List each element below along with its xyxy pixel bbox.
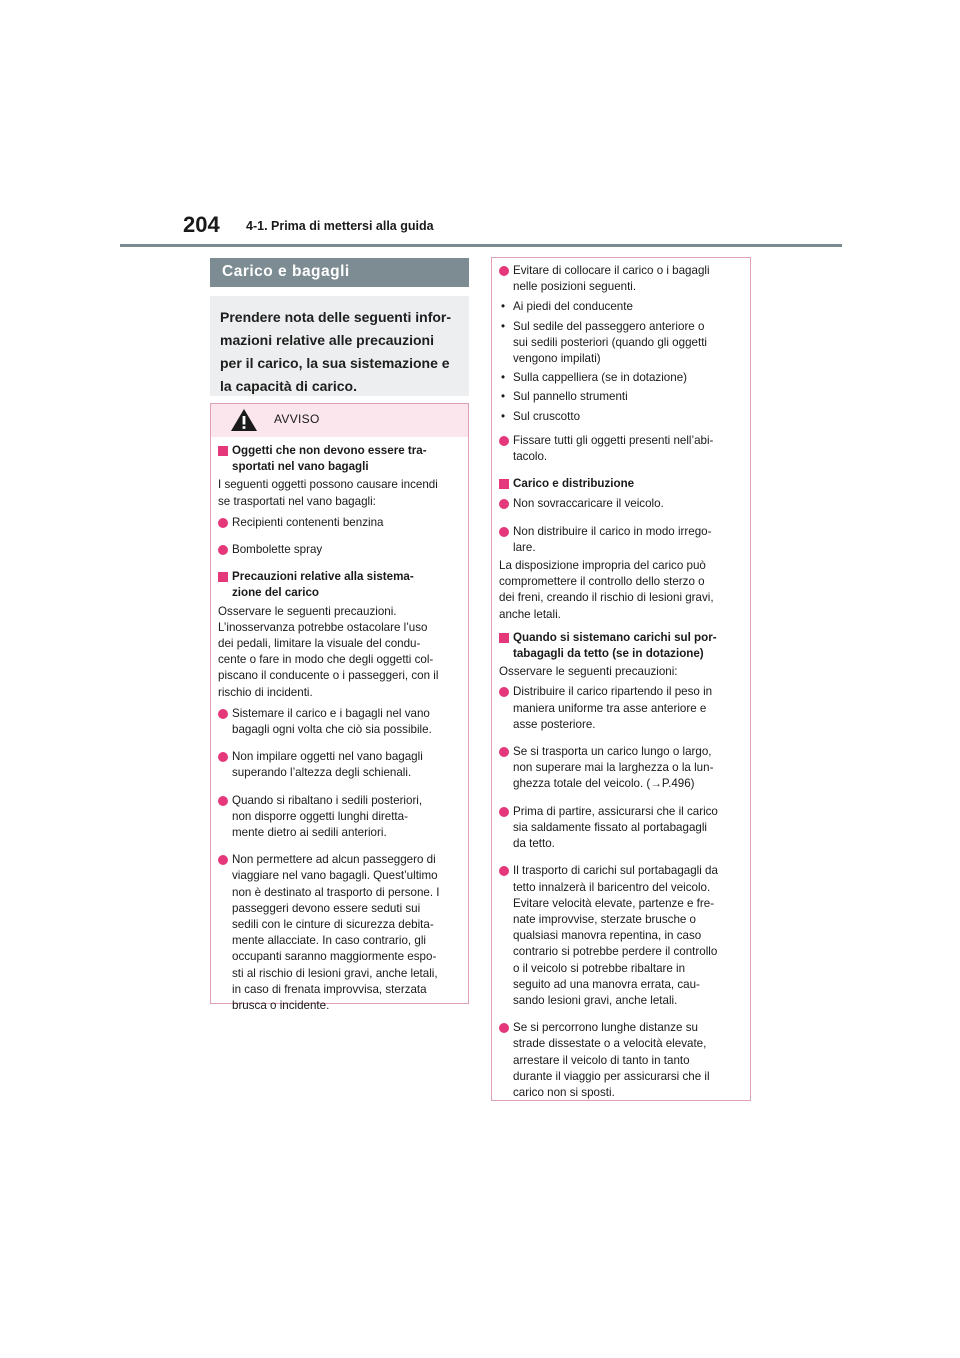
round-bullet-icon [499, 527, 509, 537]
round-bullet-icon [499, 687, 509, 697]
list-item-line: maniera uniforme tra asse anteriore e [513, 701, 707, 715]
list-item-line: passeggeri devono essere seduti sui [232, 901, 421, 915]
paragraph-line: Osservare le seguenti precauzioni. [218, 604, 397, 618]
subheading-line: tabagagli da tetto (se in dotazione) [513, 647, 704, 661]
sub-list-item-line: Sul pannello strumenti [513, 390, 628, 404]
list-item [499, 263, 740, 295]
list-item-line: strade dissestate o a velocità elevate, [513, 1037, 707, 1051]
subheading-line: zione del carico [232, 586, 319, 600]
list-item [499, 863, 740, 1009]
list-item-line: Quando si ribaltano i sedili posteriori, [232, 793, 423, 807]
list-item-line: Non distribuire il carico in modo irrego- [513, 524, 712, 538]
round-bullet-icon [218, 796, 228, 806]
intro-box [210, 296, 469, 396]
warning-content-left [211, 437, 468, 1014]
round-bullet-icon [218, 518, 228, 528]
list-item [499, 433, 740, 465]
list-item-line: carico non si sposti. [513, 1085, 615, 1099]
list-item-line: tacolo. [513, 450, 548, 464]
list-item-line: qualsiasi manovra repentina, in caso [513, 929, 702, 943]
paragraph-line: piscano il conducente o i passeggeri, con il [218, 669, 439, 683]
list-item-line: sando lesioni gravi, anche letali. [513, 993, 678, 1007]
paragraph-line: dei freni, creando il rischio di lesioni gravi, [499, 591, 714, 605]
list-item-line: viaggiare nel vano bagagli. Quest’ultimo [232, 869, 438, 883]
dot-bullet-icon: • [501, 300, 506, 314]
list-item-line: contrario si potrebbe perdere il controllo [513, 945, 718, 959]
list-item-line: ghezza totale del veicolo. (→P.496) [513, 777, 695, 791]
sub-list-item-line: vengono impilati) [513, 352, 601, 366]
list-item-text: Non sovraccaricare il veicolo. [513, 497, 664, 511]
paragraph-line: rischio di incidenti. [218, 685, 313, 699]
subheading-line: Quando si sistemano carichi sul por- [513, 630, 717, 644]
section-title: 4-1. Prima di mettersi alla guida [246, 219, 434, 233]
list-item [218, 542, 458, 558]
paragraph-line: se trasportati nel vano bagagli: [218, 494, 376, 508]
list-item-text: Bombolette spray [232, 543, 323, 557]
subheading-line: Carico e distribuzione [513, 477, 635, 491]
list-item-line: Se si trasporta un carico lungo o largo, [513, 745, 712, 759]
list-item [499, 496, 740, 512]
intro-line: per il carico, la sua sistemazione e [220, 355, 450, 371]
heading-bar: Carico e bagagli [210, 258, 469, 287]
page-number: 204 [183, 212, 220, 237]
sub-list-item [499, 409, 740, 425]
header-rule [120, 244, 842, 247]
list-item-line: asse posteriore. [513, 717, 596, 731]
intro-line: Prendere nota delle seguenti infor- [220, 309, 452, 325]
dot-bullet-icon: • [501, 390, 506, 404]
paragraph-line: dei pedali, limitare la visuale del condu- [218, 637, 421, 651]
list-item-line: Se si percorrono lunghe distanze su [513, 1021, 698, 1035]
paragraph-line: cente o fare in modo che degli oggetti col- [218, 653, 434, 667]
list-item-line: Non permettere ad alcun passeggero di [232, 853, 436, 867]
sub-list-item-line: sui sedili posteriori (quando gli oggetti [513, 335, 707, 349]
warning-header [211, 404, 468, 437]
subheading [499, 476, 740, 492]
list-item [218, 515, 458, 531]
list-item-line: arrestare il veicolo di tanto in tanto [513, 1053, 690, 1067]
warning-box-right [491, 257, 751, 1101]
list-item-line: mente allacciate. In caso contrario, gli [232, 934, 426, 948]
sub-list-item-line: Ai piedi del conducente [513, 300, 633, 314]
warning-triangle-icon [230, 408, 258, 432]
warning-box-left [210, 403, 469, 1013]
square-bullet-icon [499, 633, 509, 643]
list-item [218, 793, 458, 842]
list-item-line: seguito ad una manovra errata, cau- [513, 977, 700, 991]
paragraph-line: Osservare le seguenti precauzioni: [499, 665, 678, 679]
square-bullet-icon [218, 572, 228, 582]
list-item-line: durante il viaggio per assicurarsi che il [513, 1069, 710, 1083]
round-bullet-icon [499, 807, 509, 817]
list-item-line: sia saldamente fissato al portabagagli [513, 820, 707, 834]
paragraph-line: compromettere il controllo dello sterzo o [499, 575, 705, 589]
round-bullet-icon [499, 266, 509, 276]
sub-list-item-line: Sulla cappelliera (se in dotazione) [513, 371, 688, 385]
paragraph-line: L’inosservanza potrebbe ostacolare l’uso [218, 620, 428, 634]
list-item-line: occupanti saranno maggiormente espo- [232, 950, 437, 964]
list-item-line: mente dietro ai sedili anteriori. [232, 826, 387, 840]
subheading [218, 443, 458, 475]
list-item-line: nelle posizioni seguenti. [513, 280, 637, 294]
list-item-line: non disporre oggetti lunghi diretta- [232, 809, 408, 823]
list-item [499, 684, 740, 733]
round-bullet-icon [499, 499, 509, 509]
list-item-line: Fissare tutti gli oggetti presenti nell’abi- [513, 433, 714, 447]
paragraph [499, 558, 740, 623]
list-item-line: Il trasporto di carichi sul portabagagli da [513, 864, 718, 878]
list-item-line: Distribuire il carico ripartendo il peso in [513, 685, 713, 699]
list-item-line: non superare mai la larghezza o la lun- [513, 761, 714, 775]
sub-list-item [499, 319, 740, 368]
subheading [499, 630, 740, 662]
list-item [499, 804, 740, 853]
dot-bullet-icon: • [501, 371, 506, 385]
sub-list-item [499, 389, 740, 405]
paragraph [499, 664, 740, 680]
subheading-line: Precauzioni relative alla sistema- [232, 570, 414, 584]
dot-bullet-icon: • [501, 319, 506, 333]
square-bullet-icon [218, 446, 228, 456]
paragraph [218, 604, 458, 701]
round-bullet-icon [499, 1023, 509, 1033]
list-item [218, 749, 458, 781]
list-item-text: Recipienti contenenti benzina [232, 515, 384, 529]
list-item-line: Evitare di collocare il carico o i bagagli [513, 264, 710, 277]
list-item [218, 706, 458, 738]
list-item-line: da tetto. [513, 837, 555, 851]
list-item [499, 744, 740, 793]
list-item-line: bagagli ogni volta che ciò sia possibile. [232, 723, 432, 737]
round-bullet-icon [218, 855, 228, 865]
list-item [499, 1020, 740, 1101]
sub-list-item [499, 299, 740, 315]
paragraph-line: I seguenti oggetti possono causare incendi [218, 478, 438, 492]
list-item-line: Sistemare il carico e i bagagli nel vano [232, 706, 430, 720]
list-item-line: Non impilare oggetti nel vano bagagli [232, 750, 423, 764]
list-item-line: Evitare velocità elevate, partenze e fre- [513, 896, 715, 910]
list-item-line: sedili con le cinture di sicurezza debita- [232, 918, 434, 932]
list-item-line: o il veicolo si potrebbe ribaltare in [513, 961, 686, 975]
square-bullet-icon [499, 479, 509, 489]
warning-label: AVVISO [274, 412, 320, 426]
list-item-line: superando l’altezza degli schienali. [232, 766, 412, 780]
subheading-line: Oggetti che non devono essere tra- [232, 444, 427, 457]
list-item-line: nate improvvise, sterzate brusche o [513, 912, 697, 926]
dot-bullet-icon: • [501, 409, 506, 423]
intro-line: la capacità di carico. [220, 378, 357, 394]
round-bullet-icon [499, 747, 509, 757]
paragraph [218, 477, 458, 509]
list-item-line: sti al rischio di lesioni gravi, anche letali, [232, 966, 438, 980]
subheading-line: sportati nel vano bagagli [232, 460, 369, 474]
list-item [499, 524, 740, 556]
list-item-line: lare. [513, 540, 536, 554]
list-item-line: tetto innalzerà il baricentro del veicolo. [513, 880, 711, 894]
list-item-line: non è destinato al trasporto di persone. I [232, 885, 440, 899]
list-item-line: in caso di frenata improvvisa, sterzata [232, 982, 427, 996]
paragraph-line: anche letali. [499, 607, 561, 621]
intro-line: mazioni relative alle precauzioni [220, 332, 434, 348]
round-bullet-icon [218, 709, 228, 719]
paragraph-line: La disposizione impropria del carico può [499, 559, 706, 573]
list-item-line: Prima di partire, assicurarsi che il carico [513, 804, 718, 818]
list-item [218, 852, 458, 1014]
round-bullet-icon [218, 752, 228, 762]
round-bullet-icon [499, 866, 509, 876]
sub-list-item-line: Sul sedile del passeggero anteriore o [513, 319, 705, 333]
sub-list-item [499, 370, 740, 386]
warning-content-right [492, 258, 750, 1101]
subheading [218, 569, 458, 601]
round-bullet-icon [218, 545, 228, 555]
round-bullet-icon [499, 436, 509, 446]
sub-list-item-line: Sul cruscotto [513, 409, 581, 423]
list-item-line: brusca o incidente. [232, 999, 330, 1013]
